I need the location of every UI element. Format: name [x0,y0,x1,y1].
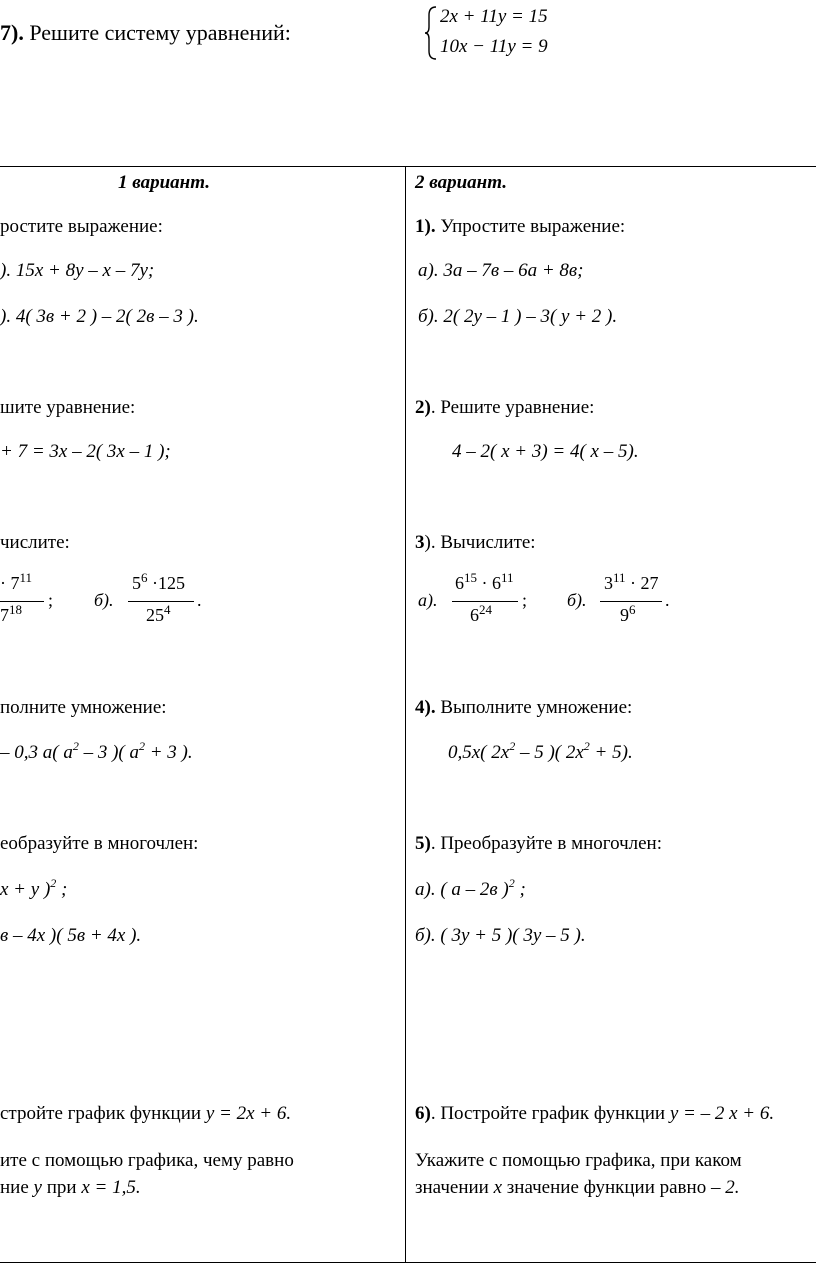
col2-q5-label: 5). Преобразуйте в многочлен: [415,833,663,854]
col1-q3-b-tail: . [197,590,202,610]
col2-q3-label: 3). Вычислите: [415,532,536,553]
system-eq-2: 10x − 11y = 9 [440,36,548,57]
col1-q3-b-numerator: $5^6 \cdot 125$ [132,570,185,593]
col2-q6-line2: Укажите с помощью графика, при каком [415,1150,742,1171]
col2-q2-label: 2). Решите уравнение: [415,397,595,418]
col1-q5-a: x + y )$^2$ ; [0,876,68,900]
col1-q1-b: ). 4( 3в + 2 ) – 2( 2в – 3 ). [0,306,199,327]
col2-q6-line1: 6). Постройте график функции y = – 2 x + 6. [415,1103,775,1124]
task-text: Решите систему уравнений: [29,20,291,45]
col2-q5-a: а). ( а – 2в )$^2$ ; [415,876,526,900]
col1-q3-a-fraction-bar [0,601,44,602]
col1-q3-a-denominator: $7^{18}$ [0,602,22,625]
col2-q3-b-denominator: $9^6$ [620,602,636,625]
col2-q6-line3: значении x значение функции равно – 2. [415,1177,740,1198]
col1-q3-label: числите: [0,532,70,553]
col2-q2-eq: 4 – 2( x + 3) = 4( x – 5). [452,441,639,462]
col1-q3-b-denominator: $25^4$ [146,602,171,625]
col2-q3-a-numerator: $6^{15} \cdot 6^{11}$ [455,570,514,593]
col1-q1-a: ). 15x + 8y – x – 7y; [0,260,155,281]
col1-title: 1 вариант. [118,172,210,193]
task-number: 7). [0,20,24,45]
col1-q3-a-tail: ; [48,590,54,610]
col2-q3-a-label: а). [418,590,438,610]
col2-q1-a: а). 3а – 7в – 6а + 8в; [418,260,584,281]
col2-q3-a-denominator: $6^{24}$ [470,602,492,625]
col2-q1-label: 1). Упростите выражение: [415,216,626,237]
col1-q4-expr: – 0,3 a( $a^2 - 3$ )( $a^2 + 3$ ). [0,739,193,763]
col1-q2-eq: + 7 = 3x – 2( 3x – 1 ); [0,441,171,462]
col1-q6-line2: ите с помощью графика, чему равно [0,1150,294,1171]
col1-q3-b-label: б). [94,590,114,610]
col2-q4-expr: 0,5x( $2x^2 - 5$ )( $2x^2 + 5$). [448,739,633,763]
col1-q3-a-numerator: · $7^{11}$ [0,570,33,593]
col2-q3-b-tail: . [665,590,670,610]
col1-q2-label: шите уравнение: [0,397,136,418]
col2-q1-b: б). 2( 2у – 1 ) – 3( у + 2 ). [418,306,618,327]
col1-q6-line3: ние y при x = 1,5. [0,1177,141,1198]
table-bottom-border [0,1262,816,1263]
col1-q5-label: еобразуйте в многочлен: [0,833,199,854]
col2-q5-b: б). ( 3у + 5 )( 3у – 5 ). [415,925,586,946]
col2-q4-label: 4). Выполните умножение: [415,697,633,718]
system-brace-icon [424,5,438,61]
system-eq-1: 2x + 11y = 15 [440,6,548,27]
table-column-divider [405,166,406,1263]
col1-q4-label: полните умножение: [0,697,167,718]
col2-q3-b-label: б). [567,590,587,610]
col1-q3-b-fraction-bar [128,601,194,602]
col2-title: 2 вариант. [415,172,507,193]
table-top-border [0,166,816,167]
task-heading [0,20,291,46]
col1-q1-label: ростите выражение: [0,216,163,237]
col1-q6-line1: стройте график функции y = 2x + 6. [0,1103,292,1124]
col2-q3-a-tail: ; [522,590,528,610]
col2-q3-b-numerator: $3^{11} \cdot 27$ [604,570,659,593]
col1-q5-b: в – 4x )( 5в + 4x ). [0,925,142,946]
